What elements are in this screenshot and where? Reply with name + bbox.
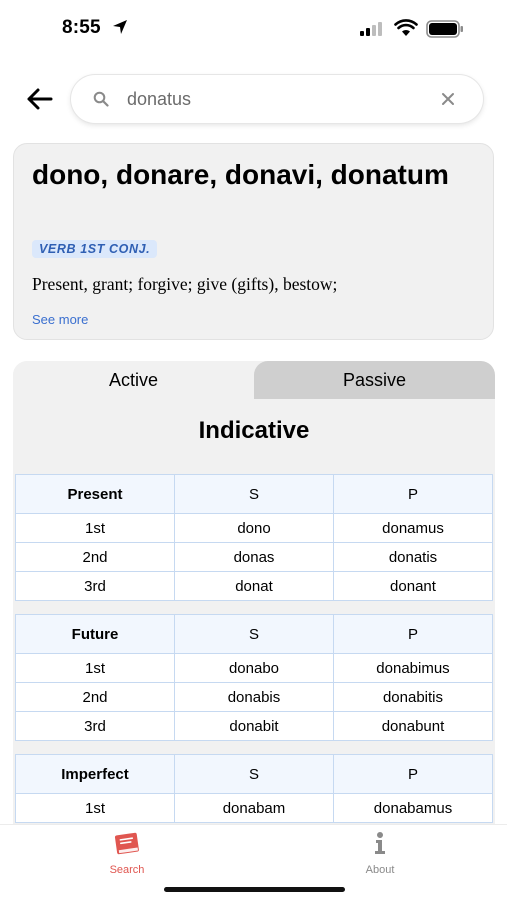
person-cell: 1st xyxy=(16,794,175,823)
table-row xyxy=(16,794,493,823)
search-bar[interactable] xyxy=(71,75,483,123)
person-cell: 3rd xyxy=(16,572,175,601)
table-row xyxy=(16,543,493,572)
location-arrow-icon xyxy=(112,19,128,35)
nav-about[interactable] xyxy=(330,831,430,876)
tab-passive[interactable]: Passive xyxy=(254,361,495,399)
plural-cell: donabamus xyxy=(334,794,493,823)
status-time: 8:55 xyxy=(62,17,101,38)
singular-header: S xyxy=(175,475,334,514)
table-header-row xyxy=(16,475,493,514)
singular-cell: donabo xyxy=(175,654,334,683)
back-button[interactable] xyxy=(22,82,56,116)
plural-header: P xyxy=(334,615,493,654)
conjugation-panel xyxy=(13,361,495,831)
back-arrow-icon xyxy=(25,87,53,111)
info-icon xyxy=(364,831,396,857)
see-more-link[interactable]: See more xyxy=(32,312,89,327)
singular-header: S xyxy=(175,615,334,654)
wifi-icon xyxy=(394,19,418,37)
table-row xyxy=(16,514,493,543)
table-row xyxy=(16,654,493,683)
nav-search-label: Search xyxy=(109,864,145,876)
person-cell: 1st xyxy=(16,654,175,683)
table-header-row xyxy=(16,615,493,654)
person-cell: 1st xyxy=(16,514,175,543)
mood-title: Indicative xyxy=(198,417,310,444)
singular-header: S xyxy=(175,755,334,794)
singular-cell: donas xyxy=(175,543,334,572)
table-header-row xyxy=(16,755,493,794)
nav-about-label: About xyxy=(365,864,395,876)
person-cell: 2nd xyxy=(16,683,175,712)
singular-cell: donabit xyxy=(175,712,334,741)
part-of-speech-badge: VERB 1ST CONJ. xyxy=(32,240,157,258)
table-row xyxy=(16,683,493,712)
singular-cell: dono xyxy=(175,514,334,543)
book-icon xyxy=(111,831,143,857)
tense-name: Present xyxy=(16,475,175,514)
singular-cell: donat xyxy=(175,572,334,601)
person-cell: 3rd xyxy=(16,712,175,741)
tense-name: Future xyxy=(16,615,175,654)
battery-icon xyxy=(426,20,464,38)
nav-search[interactable] xyxy=(77,831,177,876)
status-bar xyxy=(0,0,507,56)
plural-cell: donabunt xyxy=(334,712,493,741)
person-cell: 2nd xyxy=(16,543,175,572)
plural-cell: donabitis xyxy=(334,683,493,712)
clear-search-icon[interactable] xyxy=(439,90,457,108)
tab-active[interactable]: Active xyxy=(13,361,254,399)
search-input[interactable] xyxy=(127,83,427,115)
singular-cell: donabis xyxy=(175,683,334,712)
headword: dono, donare, donavi, donatum xyxy=(32,159,449,190)
plural-cell: donamus xyxy=(334,514,493,543)
present-tense-table xyxy=(15,474,493,601)
plural-header: P xyxy=(334,475,493,514)
table-row xyxy=(16,572,493,601)
plural-cell: donabimus xyxy=(334,654,493,683)
definition-text: Present, grant; forgive; give (gifts), bestow; xyxy=(32,274,338,294)
plural-header: P xyxy=(334,755,493,794)
cellular-signal-icon xyxy=(360,22,386,36)
plural-cell: donatis xyxy=(334,543,493,572)
table-row xyxy=(16,712,493,741)
home-indicator xyxy=(164,887,345,892)
imperfect-tense-table xyxy=(15,754,493,823)
plural-cell: donant xyxy=(334,572,493,601)
word-card xyxy=(13,143,494,340)
singular-cell: donabam xyxy=(175,794,334,823)
search-icon xyxy=(93,91,109,107)
future-tense-table xyxy=(15,614,493,741)
tense-name: Imperfect xyxy=(16,755,175,794)
